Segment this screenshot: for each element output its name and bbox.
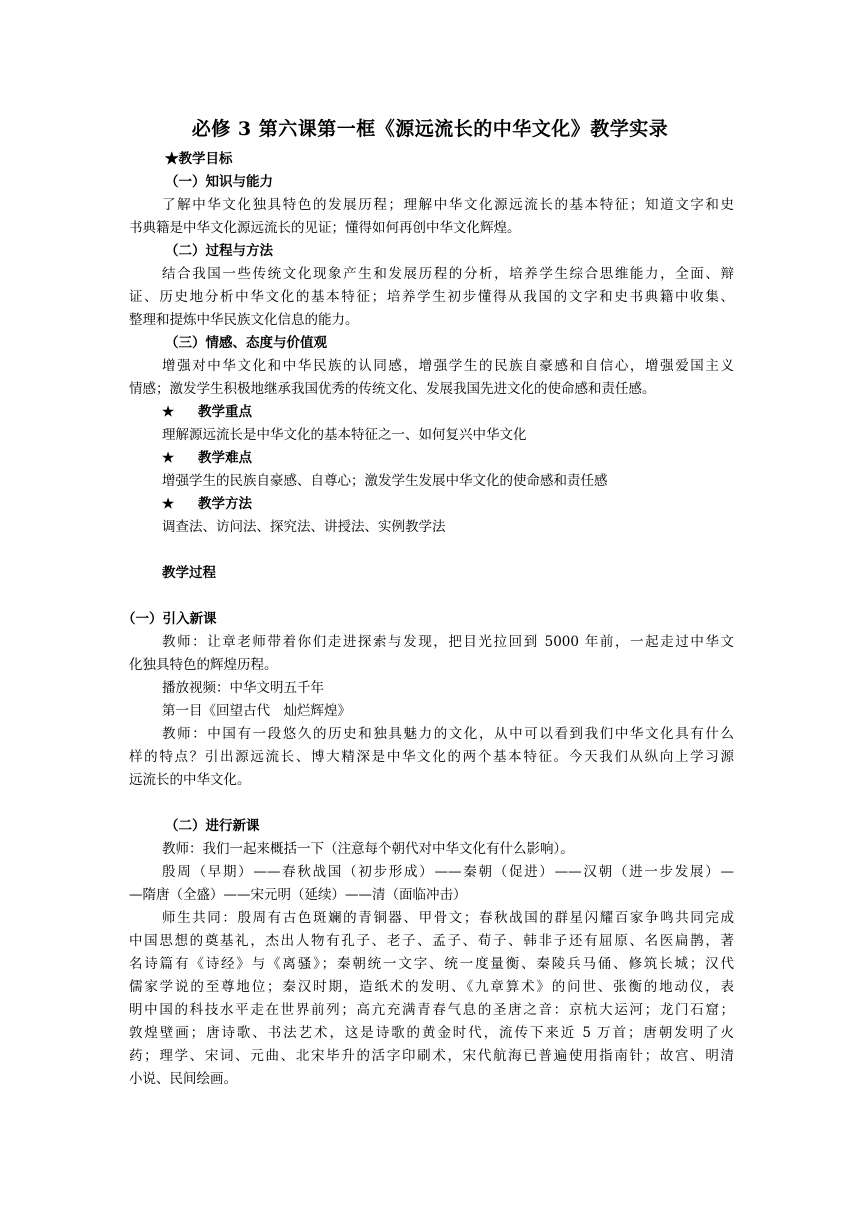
paragraph-line: 情感；激发学生积极地继承我国优秀的传统文化、发展我国先进文化的使命感和责任感。 [129,381,656,397]
section-heading-teaching-goals: ★教学目标 [165,151,233,167]
section-heading-teaching-process: 教学过程 [162,565,216,581]
paragraph-line: 小说、民间绘画。 [129,1071,237,1087]
document-title: 必修 3 第六课第一框《源远流长的中华文化》教学实录 [191,118,669,140]
paragraph-line: 整理和提炼中华民族文化信息的能力。 [129,312,359,328]
paragraph-line: 结合我国一些传统文化现象产生和发展历程的分析，培养学生综合思维能力，全面、辩 [162,266,734,282]
paragraph-line: 药；理学、宋词、元曲、北宋毕升的活字印刷术，宋代航海已普遍使用指南针；故宫、明清 [129,1048,734,1064]
subheading-new-lesson: （二）进行新课 [165,818,260,834]
paragraph-line: 殷周（早期）——春秋战国（初步形成）——秦朝（促进）——汉朝（进一步发展）— [162,864,734,880]
paragraph-line: 远流长的中华文化。 [129,772,251,788]
paragraph-line: 教师：让章老师带着你们走进探索与发现，把目光拉回到 5000 年前，一起走过中华文 [162,634,734,650]
paragraph-line: 中国思想的奠基礼，杰出人物有孔子、老子、孟子、荀子、韩非子还有屈原、名医扁鹊，著 [129,933,734,949]
paragraph-line: 化独具特色的辉煌历程。 [129,657,278,673]
paragraph-line: 敦煌壁画；唐诗歌、书法艺术，这是诗歌的黄金时代，流传下来近 5 万首；唐朝发明了火 [129,1025,734,1041]
section-heading-key-points [162,401,734,424]
heading-text: 教学方法 [198,496,252,512]
paragraph-line: 理解源远流长是中华文化的基本特征之一、如何复兴中华文化 [162,427,527,443]
paragraph-line: 书典籍是中华文化源远流长的见证；懂得如何再创中华文化辉煌。 [129,220,521,236]
paragraph-line: 教师：我们一起来概括一下（注意每个朝代对中华文化有什么影响）。 [162,841,574,857]
paragraph-line: 证、历史地分析中华文化的基本特征；培养学生初步懂得从我国的文字和史书典籍中收集、 [129,289,734,305]
paragraph-line: 师生共同：殷周有古色斑斓的青铜器、甲骨文；春秋战国的群星闪耀百家争鸣共同完成 [162,910,734,926]
paragraph-line: 增强学生的民族自豪感、自尊心；激发学生发展中华文化的使命感和责任感 [162,473,608,489]
subheading-introduction: （一）引入新课 [122,611,217,627]
paragraph-line: 样的特点？引出源远流长、博大精深是中华文化的两个基本特征。今天我们从纵向上学习源 [129,749,734,765]
paragraph-line: 儒家学说的至尊地位；秦汉时期，造纸术的发明、《九章算术》的问世、张衡的地动仪，表 [129,979,734,995]
paragraph-line: 增强对中华文化和中华民族的认同感，增强学生的民族自豪感和自信心，增强爱国主义 [162,358,734,374]
paragraph-line: 播放视频：中华文明五千年 [162,680,324,696]
subheading-process-method: （二）过程与方法 [165,243,273,259]
star-icon: ★ [162,404,175,420]
paragraph-line: 调查法、访问法、探究法、讲授法、实例教学法 [162,519,446,535]
paragraph-line: 明中国的科技水平走在世界前列；高亢充满青春气息的圣唐之音：京杭大运河；龙门石窟； [129,1002,734,1018]
paragraph-line: 教师：中国有一段悠久的历史和独具魅力的文化，从中可以看到我们中华文化具有什么 [162,726,734,742]
heading-text: 教学重点 [198,404,252,420]
star-icon: ★ [162,496,175,512]
section-heading-methods [162,493,734,516]
star-icon: ★ [162,450,175,466]
paragraph-line: 了解中华文化独具特色的发展历程；理解中华文化源远流长的基本特征；知道文字和史 [162,197,734,213]
paragraph-line: 名诗篇有《诗经》与《离骚》；秦朝统一文字、统一度量衡、秦陵兵马俑、修筑长城；汉代 [129,956,734,972]
paragraph-line: —隋唐（全盛）——宋元明（延续）——清（面临冲击） [129,887,467,903]
heading-text: 教学难点 [198,450,252,466]
paragraph-line: 第一目《回望古代 灿烂辉煌》 [162,703,351,719]
subheading-emotion-values: （三）情感、态度与价值观 [165,335,327,351]
subheading-knowledge-ability: （一）知识与能力 [165,174,273,190]
section-heading-difficulties [162,447,734,470]
